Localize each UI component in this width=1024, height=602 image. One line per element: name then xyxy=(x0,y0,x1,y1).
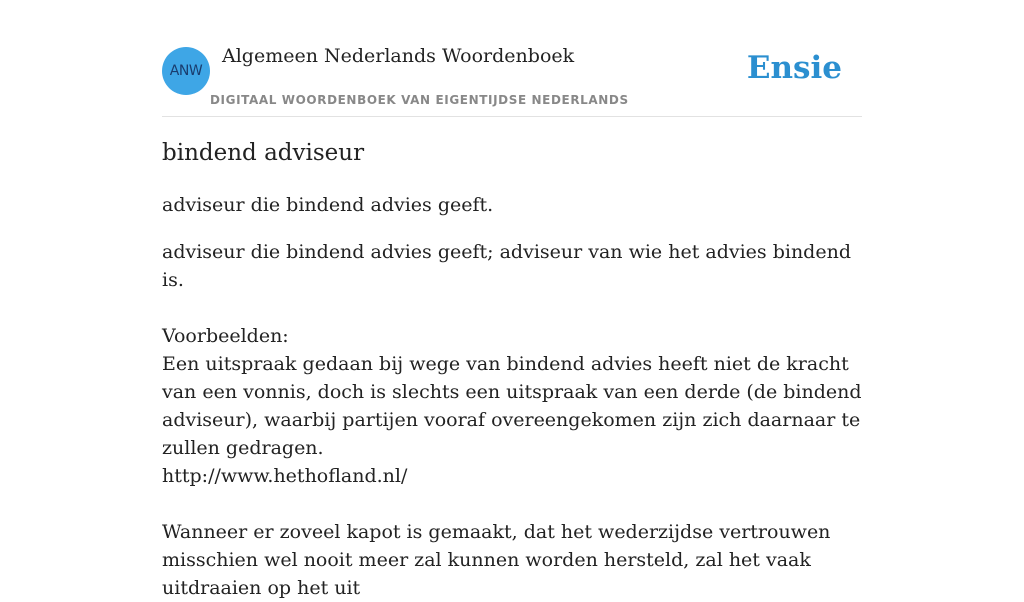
entry-title: bindend adviseur xyxy=(162,140,365,166)
example-text: Een uitspraak gedaan bij wege van bindend advies heeft niet de kracht van een vonnis, doch is slechts een uitspraak van een derde (de bindend adviseur), waarbij partijen vooraf overeengekomen zijn zich daarnaar te zullen gedragen. xyxy=(162,353,862,459)
long-definition: adviseur die bindend advies geeft; adviseur van wie het advies bindend is. xyxy=(162,241,851,291)
short-definition: adviseur die bindend advies geeft. xyxy=(162,194,494,216)
site-header xyxy=(162,0,862,117)
anw-logo[interactable]: ANW xyxy=(162,47,210,95)
site-title[interactable]: Algemeen Nederlands Woordenboek xyxy=(222,45,575,67)
long-definition-block xyxy=(162,238,862,602)
example-text: Wanneer er zoveel kapot is gemaakt, dat het wederzijdse vertrouwen misschien wel nooit meer zal kunnen worden hersteld, zal het vaak uitdraaien op het uit xyxy=(162,521,831,599)
spacer xyxy=(162,490,862,518)
example-source: http://www.hethofland.nl/ xyxy=(162,465,408,487)
site-subtitle: DIGITAAL WOORDENBOEK VAN EIGENTIJDSE NEDERLANDS xyxy=(210,93,629,107)
examples-label: Voorbeelden: xyxy=(162,325,289,347)
page-container xyxy=(162,0,862,599)
ensie-brand-logo[interactable]: Ensie xyxy=(746,50,842,86)
spacer xyxy=(162,294,862,322)
